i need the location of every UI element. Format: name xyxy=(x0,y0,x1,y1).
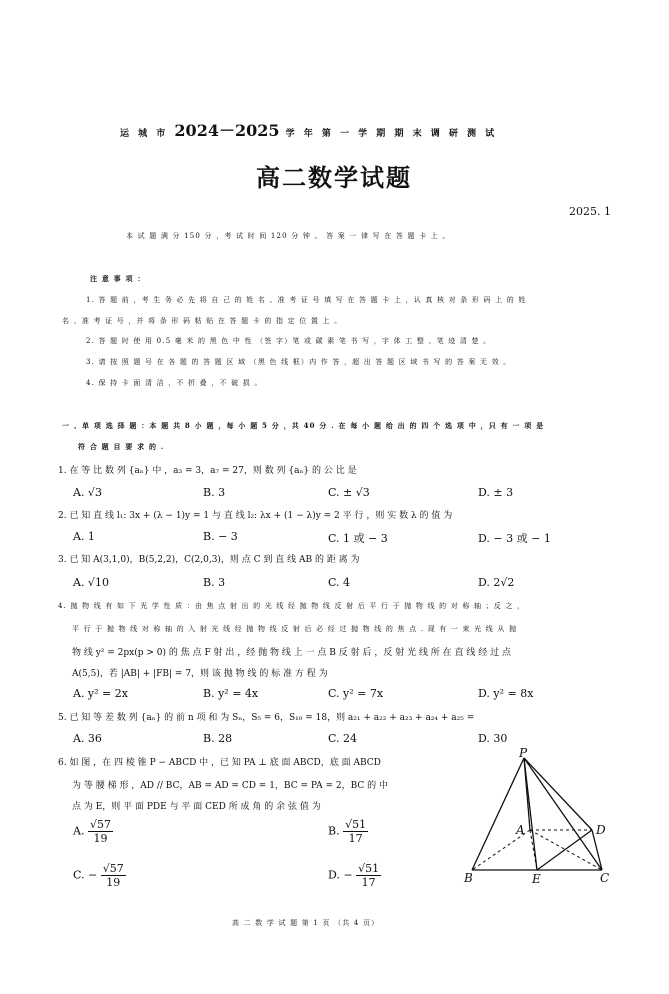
question-4-line-2: 平 行 于 抛 物 线 对 称 轴 的 入 射 光 线 经 抛 物 线 反 射 后 必 经 过 抛 物 线 的 焦 点 . 现 有 一 束 光 线 从 抛 xyxy=(72,625,518,633)
q3-option-c: C. 4 xyxy=(328,576,351,589)
q4-option-b: B. y² = 4x xyxy=(203,687,259,700)
q6-option-d-label: D. xyxy=(328,868,340,882)
q6-option-d-sign: − xyxy=(343,868,353,882)
q6-option-c-denominator: 19 xyxy=(106,876,121,889)
q4-option-d: D. y² = 8x xyxy=(478,687,534,700)
q5-option-d: D. 30 xyxy=(478,732,508,745)
q2-option-b: B. − 3 xyxy=(203,530,238,543)
edge-pa xyxy=(524,758,530,830)
edge-pb xyxy=(472,758,524,870)
pyramid-figure xyxy=(458,748,618,886)
label-p: P xyxy=(519,748,528,760)
exam-date: 2025. 1 xyxy=(569,205,611,218)
q6-option-d-denominator: 17 xyxy=(361,876,376,889)
exam-line-suffix: 学 年 第 一 学 期 期 末 调 研 测 试 xyxy=(285,129,498,139)
question-4-line-4: A(5,5)，若 |AB| + |FB| = 7，则 该 抛 物 线 的 标 准 方 程 为 xyxy=(72,669,328,679)
question-3-stem: 3. 已 知 A(3,1,0)，B(5,2,2)，C(2,0,3)，则 点 C 到 直 线 AB 的 距 离 为 xyxy=(58,555,360,565)
question-6-line-3: 点 为 E，则 平 面 PDE 与 平 面 CED 所 成 角 的 余 弦 值 为 xyxy=(72,802,321,812)
q3-option-b: B. 3 xyxy=(203,576,226,589)
q2-option-a: A. 1 xyxy=(73,530,95,543)
page-footer: 高 二 数 学 试 题 第 1 页 （共 4 页） xyxy=(232,919,380,927)
q6-option-a-fraction xyxy=(88,818,113,845)
notice-item-1: 1. 答 题 前 ，考 生 务 必 先 将 自 己 的 姓 名 、准 考 证 号 填 写 在 答 题 卡 上 ，认 真 核 对 条 形 码 上 的 姓 xyxy=(86,296,527,304)
q1-option-d: D. ± 3 xyxy=(478,486,514,499)
q6-option-c-numerator: √57 xyxy=(102,862,124,875)
page-title: 高二数学试题 xyxy=(256,163,412,192)
q3-option-a: A. √10 xyxy=(73,576,109,589)
section-heading-cont: 符 合 题 目 要 求 的 . xyxy=(78,442,165,451)
q6-option-c-label: C. xyxy=(73,868,85,882)
label-e: E xyxy=(532,872,541,886)
q6-option-d-numerator: √51 xyxy=(358,862,380,875)
q3-option-d: D. 2√2 xyxy=(478,576,515,589)
notice-heading: 注 意 事 项 ： xyxy=(90,274,146,283)
q2-option-c: C. 1 或 − 3 xyxy=(328,532,388,545)
q6-option-b-label: B. xyxy=(328,824,340,838)
q6-option-a-numerator: √57 xyxy=(89,818,111,831)
q6-option-a xyxy=(73,818,113,845)
exam-note: 本 试 题 满 分 150 分 ，考 试 时 间 120 分 钟 。 答 案 一 律 写 在 答 题 卡 上 。 xyxy=(126,232,451,240)
notice-item-3: 3. 请 按 照 题 号 在 各 题 的 答 题 区 域 （黑 色 线 框）内 作 答 ，超 出 答 题 区 域 书 写 的 答 案 无 效 。 xyxy=(86,358,512,366)
question-4-line-1: 4. 抛 物 线 有 如 下 光 学 性 质 ：由 焦 点 射 出 的 光 线 经 抛 物 线 反 射 后 平 行 于 抛 物 线 的 对 称 轴 ；反 之 ， xyxy=(58,602,526,610)
question-6-line-1: 6. 如 图 ，在 四 棱 锥 P − ABCD 中 ，已 知 PA ⊥ 底 面 ABCD，底 面 ABCD xyxy=(58,758,381,768)
q6-option-b-fraction xyxy=(343,818,368,845)
q1-option-a: A. √3 xyxy=(73,486,102,499)
question-5-stem: 5. 已 知 等 差 数 列 {aₙ} 的 前 n 项 和 为 Sₙ，S₅ = 6，S₁₀ = 18，则 a₂₁ + a₂₂ + a₂₃ + a₂₄ + a₂₅ = xyxy=(58,713,475,723)
question-4-line-3: 物 线 y² = 2px(p > 0) 的 焦 点 F 射 出 ，经 抛 物 线 上 一 点 B 反 射 后 ，反 射 光 线 所 在 直 线 经 过 点 xyxy=(72,648,511,658)
question-1-stem: 1. 在 等 比 数 列 {aₙ} 中 ，a₃ = 3，a₇ = 27，则 数 列 {aₙ} 的 公 比 是 xyxy=(58,466,357,476)
q4-option-c: C. y² = 7x xyxy=(328,687,384,700)
label-c: C xyxy=(600,871,610,885)
q2-option-d: D. − 3 或 − 1 xyxy=(478,532,551,545)
q6-option-b-numerator: √51 xyxy=(345,818,367,831)
label-d: D xyxy=(596,823,606,837)
exam-line-prefix: 运 城 市 xyxy=(120,129,169,139)
label-a: A xyxy=(516,823,525,837)
exam-line xyxy=(120,118,497,141)
q6-option-a-label: A. xyxy=(73,824,85,838)
label-b: B xyxy=(464,871,473,885)
question-6-line-2: 为 等 腰 梯 形 ，AD // BC，AB = AD = CD = 1，BC = PA = 2，BC 的 中 xyxy=(72,781,388,791)
notice-item-4: 4. 保 持 卡 面 清 洁 ，不 折 叠 ，不 破 损 。 xyxy=(86,379,263,387)
notice-item-1-cont: 名 、准 考 证 号 ，并 将 条 形 码 粘 贴 在 答 题 卡 的 指 定 位 置 上 。 xyxy=(62,317,343,325)
q4-option-a: A. y² = 2x xyxy=(73,687,128,700)
section-heading: 一 、单 项 选 择 题 ：本 题 共 8 小 题 ，每 小 题 5 分 ，共 40 分 . 在 每 小 题 给 出 的 四 个 选 项 中 ，只 有 一 项 是 xyxy=(62,421,545,430)
q5-option-b: B. 28 xyxy=(203,732,233,745)
question-2-stem: 2. 已 知 直 线 l₁: 3x + (λ − 1)y = 1 与 直 线 l₂: λx + (1 − λ)y = 2 平 行 ，则 实 数 λ 的 值 为 xyxy=(58,511,453,521)
q6-option-b xyxy=(328,818,368,845)
edge-ac xyxy=(530,830,602,870)
q5-option-a: A. 36 xyxy=(73,732,102,745)
q1-option-c: C. ± √3 xyxy=(328,486,370,499)
q5-option-c: C. 24 xyxy=(328,732,358,745)
q6-option-a-denominator: 19 xyxy=(93,832,108,845)
q6-option-d-fraction xyxy=(356,862,381,889)
exam-line-years: 2024－2025 xyxy=(174,121,280,140)
q6-option-c-sign: − xyxy=(88,868,98,882)
notice-item-2: 2. 答 题 时 使 用 0.5 毫 米 的 黑 色 中 性 （签 字）笔 或 碳 素 笔 书 写 ，字 体 工 整 、笔 迹 清 楚 。 xyxy=(86,337,492,345)
edge-ed xyxy=(537,830,592,870)
q6-option-b-denominator: 17 xyxy=(348,832,363,845)
q6-option-c xyxy=(73,862,126,889)
q1-option-b: B. 3 xyxy=(203,486,226,499)
q6-option-c-fraction xyxy=(101,862,126,889)
q6-option-d xyxy=(328,862,381,889)
edge-pd xyxy=(524,758,592,830)
